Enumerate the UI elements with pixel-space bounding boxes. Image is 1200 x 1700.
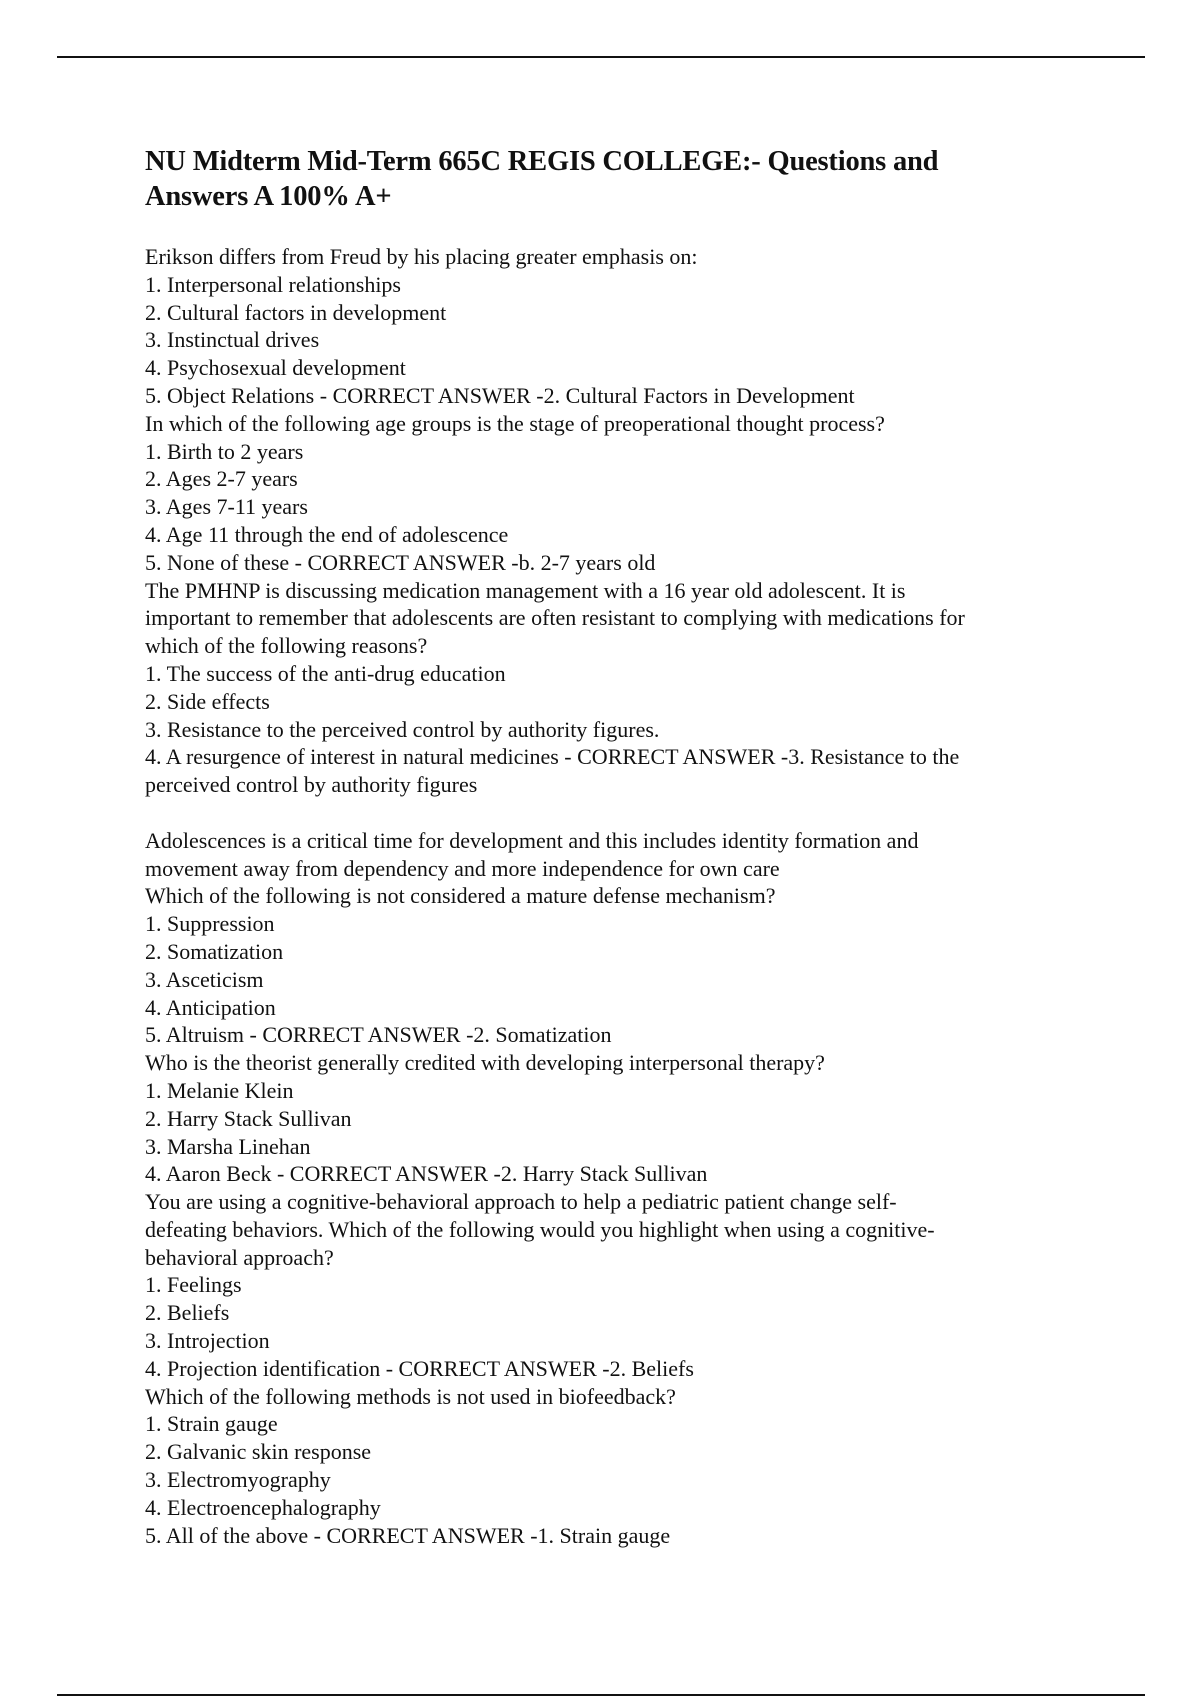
text-line: Erikson differs from Freud by his placing greater emphasis on: xyxy=(145,244,698,269)
text-line: 3. Asceticism xyxy=(145,966,264,992)
text-line: 4. Projection identification - CORRECT ANSWER -2. Beliefs xyxy=(145,1355,694,1381)
text-line: 2. Cultural factors in development xyxy=(145,299,447,325)
text-line: 1. Melanie Klein xyxy=(145,1077,294,1103)
text-line: movement away from dependency and more independence for own care xyxy=(145,855,780,881)
text-line: 2. Side effects xyxy=(145,688,270,714)
text-line: 4. Electroencephalography xyxy=(145,1494,381,1520)
text-line: 1. Interpersonal relationships xyxy=(145,271,401,297)
top-rule xyxy=(57,56,1145,58)
text-line: 3. Resistance to the perceived control by authority figures. xyxy=(145,716,660,742)
text-line: 5. Altruism - CORRECT ANSWER -2. Somatization xyxy=(145,1022,612,1048)
text-line: 5. None of these - CORRECT ANSWER -b. 2-7 years old xyxy=(145,549,656,575)
document-body xyxy=(145,243,1085,1549)
text-line: which of the following reasons? xyxy=(145,633,428,659)
title-line-2: Answers A 100% A+ xyxy=(145,181,392,212)
text-line: 1. Suppression xyxy=(145,911,275,937)
text-line: 3. Electromyography xyxy=(145,1467,331,1493)
text-line: 1. Birth to 2 years xyxy=(145,438,304,464)
text-line: 4. Age 11 through the end of adolescence xyxy=(145,521,509,547)
text-line: 1. Feelings xyxy=(145,1272,242,1298)
text-line: In which of the following age groups is the stage of preoperational thought process? xyxy=(145,410,885,436)
text-line: important to remember that adolescents are often resistant to complying with medications for xyxy=(145,605,965,631)
text-line: 4. A resurgence of interest in natural medicines - CORRECT ANSWER -3. Resistance to the xyxy=(145,744,960,770)
document-title xyxy=(145,144,1075,214)
text-line: Which of the following is not considered a mature defense mechanism? xyxy=(145,883,776,909)
text-line: 2. Harry Stack Sullivan xyxy=(145,1105,352,1131)
text-line: 2. Galvanic skin response xyxy=(145,1439,372,1465)
text-line: Adolescences is a critical time for development and this includes identity formation and xyxy=(145,827,919,853)
text-line: The PMHNP is discussing medication management with a 16 year old adolescent. It is xyxy=(145,577,906,603)
text-line: Which of the following methods is not used in biofeedback? xyxy=(145,1383,676,1409)
text-line: 5. Object Relations - CORRECT ANSWER -2. Cultural Factors in Development xyxy=(145,382,855,408)
text-line: perceived control by authority figures xyxy=(145,772,478,798)
text-line: 4. Psychosexual development xyxy=(145,355,406,381)
text-line: 5. All of the above - CORRECT ANSWER -1. Strain gauge xyxy=(145,1522,671,1548)
title-line-1: NU Midterm Mid-Term 665C REGIS COLLEGE:- Questions and xyxy=(145,146,939,177)
text-line: 2. Somatization xyxy=(145,938,284,964)
text-line: You are using a cognitive-behavioral approach to help a pediatric patient change self- xyxy=(145,1189,897,1215)
text-line: Who is the theorist generally credited with developing interpersonal therapy? xyxy=(145,1050,825,1076)
bottom-rule xyxy=(57,1694,1145,1696)
text-line: 4. Aaron Beck - CORRECT ANSWER -2. Harry Stack Sullivan xyxy=(145,1161,708,1187)
text-line: 3. Instinctual drives xyxy=(145,327,320,353)
text-line: 1. Strain gauge xyxy=(145,1411,278,1437)
text-line: behavioral approach? xyxy=(145,1244,334,1270)
text-line: 3. Ages 7-11 years xyxy=(145,494,308,520)
text-line: 1. The success of the anti-drug education xyxy=(145,660,506,686)
text-line: 4. Anticipation xyxy=(145,994,276,1020)
text-line: 3. Introjection xyxy=(145,1328,270,1354)
text-line: defeating behaviors. Which of the following would you highlight when using a cognitive- xyxy=(145,1216,935,1242)
text-line: 2. Ages 2-7 years xyxy=(145,466,298,492)
text-line: 3. Marsha Linehan xyxy=(145,1133,311,1159)
paragraph-gap xyxy=(145,799,1085,827)
text-line: 2. Beliefs xyxy=(145,1300,230,1326)
